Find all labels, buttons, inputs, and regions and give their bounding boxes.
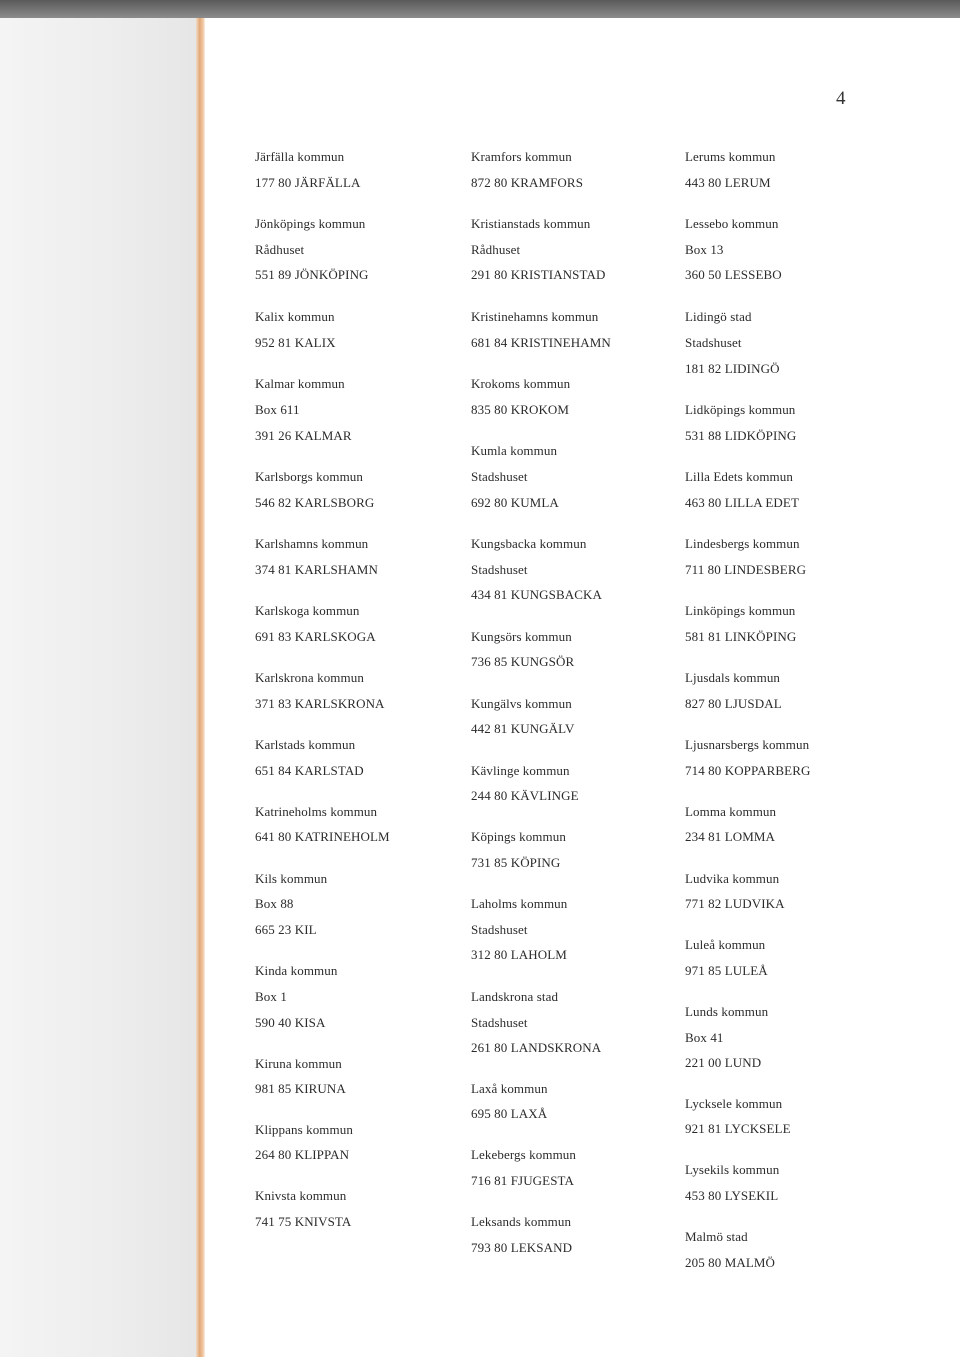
address-line: Ljusnarsbergs kommun: [685, 737, 810, 752]
address-line: Lunds kommun: [685, 1004, 769, 1019]
address-line: Knivsta kommun: [255, 1188, 347, 1203]
address-line: 391 26 KALMAR: [255, 428, 352, 443]
address-line: Karlskrona kommun: [255, 670, 364, 685]
address-line: 442 81 KUNGÄLV: [471, 721, 575, 736]
address-line: Lidingö stad: [685, 309, 752, 324]
address-line: 291 80 KRISTIANSTAD: [471, 267, 606, 282]
address-line: Köpings kommun: [471, 829, 566, 844]
address-line: Ljusdals kommun: [685, 670, 781, 685]
address-line: 371 83 KARLSKRONA: [255, 696, 385, 711]
address-line: Kils kommun: [255, 871, 328, 886]
address-line: 221 00 LUND: [685, 1055, 762, 1070]
address-line: Lerums kommun: [685, 149, 776, 164]
address-line: 360 50 LESSEBO: [685, 267, 782, 282]
address-line: Kristinehamns kommun: [471, 309, 599, 324]
address-line: 711 80 LINDESBERG: [685, 562, 807, 577]
scan-top-edge: [0, 0, 960, 18]
address-line: Stadshuset: [471, 922, 528, 937]
address-line: Karlshamns kommun: [255, 536, 369, 551]
address-line: 692 80 KUMLA: [471, 495, 559, 510]
address-line: Stadshuset: [685, 335, 742, 350]
address-line: 463 80 LILLA EDET: [685, 495, 799, 510]
address-line: 443 80 LERUM: [685, 175, 771, 190]
scan-left-margin: [0, 18, 196, 1357]
address-line: Lilla Edets kommun: [685, 469, 793, 484]
address-line: 665 23 KIL: [255, 922, 317, 937]
page-number: 4: [836, 88, 846, 109]
address-line: 827 80 LJUSDAL: [685, 696, 782, 711]
page-binding-edge: [196, 18, 205, 1357]
address-line: 771 82 LUDVIKA: [685, 896, 785, 911]
address-line: Laxå kommun: [471, 1081, 548, 1096]
address-line: Klippans kommun: [255, 1122, 353, 1137]
address-line: Box 1: [255, 989, 287, 1004]
address-line: 981 85 KIRUNA: [255, 1081, 346, 1096]
address-line: Box 611: [255, 402, 300, 417]
address-line: Lekebergs kommun: [471, 1147, 576, 1162]
address-line: Kumla kommun: [471, 443, 558, 458]
address-line: 551 89 JÖNKÖPING: [255, 267, 369, 282]
address-line: 681 84 KRISTINEHAMN: [471, 335, 611, 350]
address-line: 921 81 LYCKSELE: [685, 1121, 791, 1136]
address-line: Rådhuset: [255, 242, 305, 257]
address-line: 205 80 MALMÖ: [685, 1255, 776, 1270]
address-line: 872 80 KRAMFORS: [471, 175, 584, 190]
address-line: Jönköpings kommun: [255, 216, 366, 231]
address-line: Linköpings kommun: [685, 603, 796, 618]
address-line: 641 80 KATRINEHOLM: [255, 829, 390, 844]
address-line: Ludvika kommun: [685, 871, 780, 886]
address-line: 531 88 LIDKÖPING: [685, 428, 797, 443]
address-line: Rådhuset: [471, 242, 521, 257]
address-line: Järfälla kommun: [255, 149, 345, 164]
address-line: 177 80 JÄRFÄLLA: [255, 175, 361, 190]
address-line: Malmö stad: [685, 1229, 748, 1244]
address-line: Box 13: [685, 242, 724, 257]
address-line: 234 81 LOMMA: [685, 829, 776, 844]
address-line: 264 80 KLIPPAN: [255, 1147, 350, 1162]
address-line: 453 80 LYSEKIL: [685, 1188, 779, 1203]
address-line: Stadshuset: [471, 1015, 528, 1030]
address-line: Kungsörs kommun: [471, 629, 572, 644]
address-line: Kristianstads kommun: [471, 216, 591, 231]
address-line: Lindesbergs kommun: [685, 536, 800, 551]
address-line: Box 41: [685, 1030, 724, 1045]
address-line: 312 80 LAHOLM: [471, 947, 567, 962]
address-line: Kramfors kommun: [471, 149, 572, 164]
address-line: Lomma kommun: [685, 804, 777, 819]
address-line: 731 85 KÖPING: [471, 855, 561, 870]
address-line: Kävlinge kommun: [471, 763, 570, 778]
address-line: 741 75 KNIVSTA: [255, 1214, 352, 1229]
address-line: Lysekils kommun: [685, 1162, 780, 1177]
address-line: 793 80 LEKSAND: [471, 1240, 573, 1255]
address-line: Katrineholms kommun: [255, 804, 378, 819]
address-line: Kinda kommun: [255, 963, 338, 978]
address-line: 434 81 KUNGSBACKA: [471, 587, 602, 602]
address-line: Kungsbacka kommun: [471, 536, 587, 551]
address-line: 374 81 KARLSHAMN: [255, 562, 378, 577]
address-line: Lycksele kommun: [685, 1096, 783, 1111]
address-line: Stadshuset: [471, 562, 528, 577]
address-line: 714 80 KOPPARBERG: [685, 763, 811, 778]
address-line: Laholms kommun: [471, 896, 568, 911]
address-line: Lessebo kommun: [685, 216, 779, 231]
address-line: 952 81 KALIX: [255, 335, 336, 350]
address-line: Landskrona stad: [471, 989, 559, 1004]
address-line: Kalix kommun: [255, 309, 335, 324]
address-line: Krokoms kommun: [471, 376, 571, 391]
address-line: 716 81 FJUGESTA: [471, 1173, 575, 1188]
address-line: Kiruna kommun: [255, 1056, 342, 1071]
address-line: 261 80 LANDSKRONA: [471, 1040, 602, 1055]
address-line: 736 85 KUNGSÖR: [471, 654, 575, 669]
address-line: 835 80 KROKOM: [471, 402, 570, 417]
address-line: Karlskoga kommun: [255, 603, 360, 618]
address-line: 590 40 KISA: [255, 1015, 326, 1030]
address-line: 695 80 LAXÅ: [471, 1106, 548, 1121]
address-line: Kungälvs kommun: [471, 696, 572, 711]
address-line: Karlstads kommun: [255, 737, 356, 752]
address-line: 244 80 KÄVLINGE: [471, 788, 579, 803]
address-line: Stadshuset: [471, 469, 528, 484]
address-line: 651 84 KARLSTAD: [255, 763, 364, 778]
address-line: Karlsborgs kommun: [255, 469, 363, 484]
address-line: Luleå kommun: [685, 937, 766, 952]
address-line: Box 88: [255, 896, 294, 911]
address-line: Leksands kommun: [471, 1214, 572, 1229]
address-line: 181 82 LIDINGÖ: [685, 361, 780, 376]
address-line: 546 82 KARLSBORG: [255, 495, 375, 510]
address-line: 971 85 LULEÅ: [685, 963, 768, 978]
address-line: 581 81 LINKÖPING: [685, 629, 797, 644]
address-line: Lidköpings kommun: [685, 402, 796, 417]
address-line: Kalmar kommun: [255, 376, 345, 391]
address-line: 691 83 KARLSKOGA: [255, 629, 376, 644]
